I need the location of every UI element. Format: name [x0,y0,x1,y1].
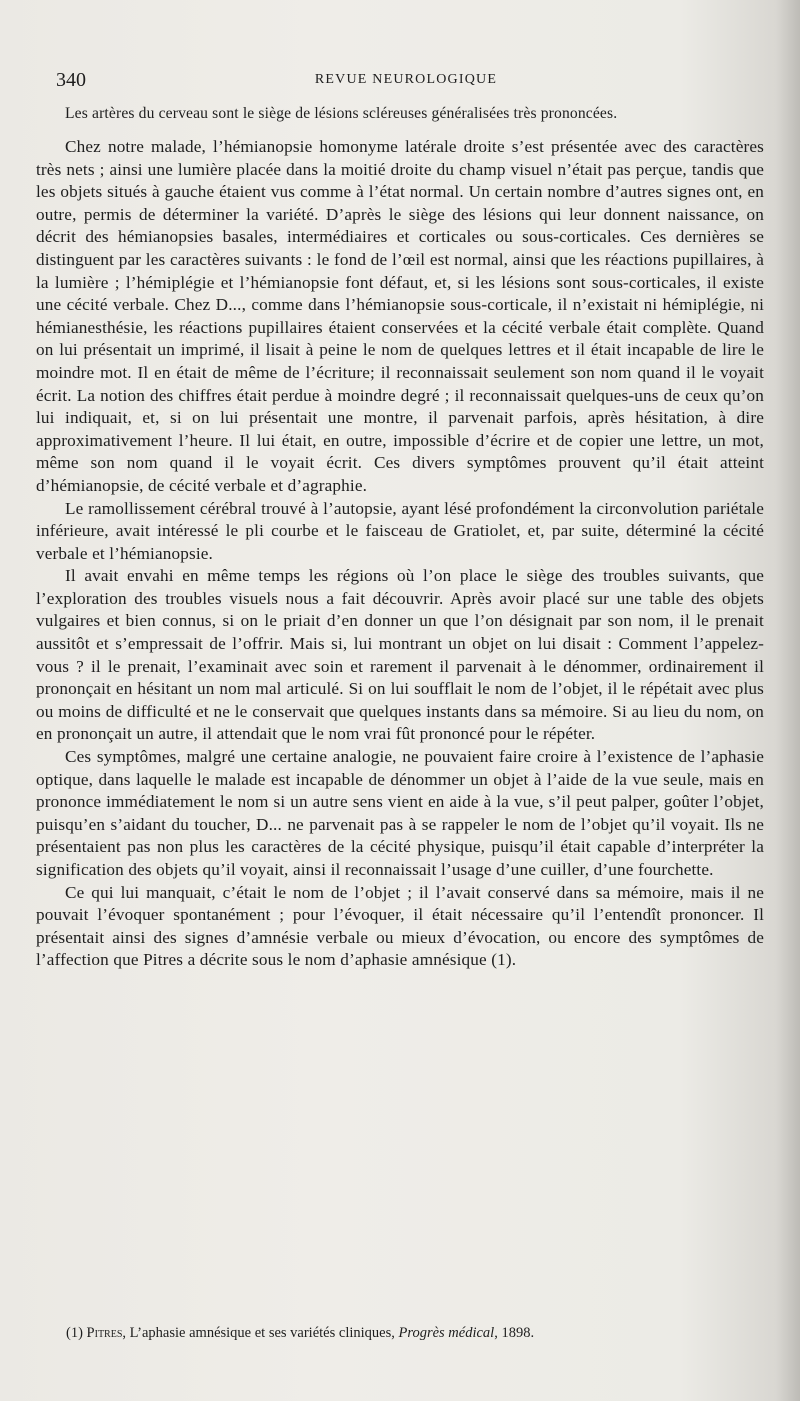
footnote [66,1324,766,1342]
paragraph: Ces symptômes, malgré une certaine analogie, ne pouvaient faire croire à l’existence de l’aphasie optique, dans laquelle le malade est incapable de dénommer un objet à l’aide de la vue seule, mais en prononce immédiatement le nom si un autre sens vient en aide à la vue, s’il peut palper, goûter l’objet, puisqu’en s’aidant du toucher, D... ne parvenait pas à se rappeler le nom de l’objet qu’il voyait. Ils ne présentaient pas non plus les caractères de la cécité physique, puisqu’il était capable d’interpréter la signification des objets qu’il voyait, ainsi il reconnaissait l’usage d’une cuiller, d’une fourchette. [36,747,764,879]
footnote-year: , 1898. [494,1325,535,1341]
footnote-journal: Progrès médical [398,1325,495,1341]
footnote-author: Pitres [86,1325,123,1341]
footnote-marker: (1) [66,1325,83,1341]
page-number: 340 [56,69,86,91]
paragraph: Chez notre malade, l’hémianopsie homonyme latérale droite s’est présentée avec des caractères très nets ; ainsi une lumière placée dans la moitié droite du champ visuel n’était pas perçue, tandis que les objets situés à gauche étaient vus comme à l’état normal. Un certain nombre d’autres signes ont, en outre, permis de déterminer la variété. D’après le siège des lésions qui leur donnent naissance, on décrit des hémianopsies basales, intermédiaires et corticales ou sous-corticales. Ces dernières se distinguent par les caractères suivants : le fond de l’œil est normal, ainsi que les réactions pupillaires, à la lumière ; l’hémiplégie et l’hémianopsie font défaut, et, si les lésions sont sous-corticales, il existe une cécité verbale. Chez D..., comme dans l’hémianopsie sous-corticale, il n’existait ni hémiplégie, ni hémianesthésie, les réactions pupillaires étaient conservées et la cécité verbale était complète. Quand on lui présentait un imprimé, il lisait à peine le nom de quelques lettres et il était incapable de lire le moindre mot. Il en était de même de l’écriture; il reconnaissait seulement son nom quand il le voyait écrit. La notion des chiffres était perdue à moindre degré ; il reconnaissait quelques-uns de ceux qu’on lui indiquait, et, si on lui présentait une montre, il parvenait parfois, après hésitation, à dire approximativement l’heure. Il lui était, en outre, impossible d’écrire et de copier une lettre, un mot, même son nom quand il le voyait écrit. Ces divers symptômes prouvent qu’il était atteint d’hémianopsie, de cécité verbale et d’agraphie. [36,137,764,495]
paragraph: Il avait envahi en même temps les régions où l’on place le siège des troubles suivants, que l’exploration des troubles visuels nous a fait découvrir. Après avoir placé sur une table des objets vulgaires et bien connus, si on le priait d’en donner un que l’on désignait par son nom, il le prenait aussitôt et s’empressait de l’offrir. Mais si, lui montrant un objet on lui disait : Comment l’appelez-vous ? il le prenait, l’examinait avec soin et rarement il parvenait à le dénommer, ordinairement il prononçait en hésitant un nom mal articulé. Si on lui soufflait le nom de l’objet, il le répétait avec plus ou moins de difficulté et ne le conservait que quelques instants dans sa mémoire. Si au lieu du nom, on en prononçait un autre, il attendait que le nom vrai fût prononcé pour le répéter. [36,566,764,744]
page-header [56,68,756,92]
footnote-title: , L’aphasie amnésique et ses variétés cliniques, [122,1325,399,1341]
running-title: REVUE NEUROLOGIQUE [314,72,498,87]
paragraph: Ce qui lui manquait, c’était le nom de l’objet ; il l’avait conservé dans sa mémoire, mais il ne pouvait l’évoquer spontanément ; pour l’évoquer, il était nécessaire qu’il l’entendît prononcer. Il présentait ainsi des signes d’amnésie verbale ou mieux d’évocation, ou encore des symptômes de l’affection que Pitres a décrite sous le nom d’aphasie amnésique (1). [36,882,764,970]
paragraph: Les artères du cerveau sont le siège de lésions scléreuses généralisées très prononcées. [65,105,618,122]
body-text [36,104,764,972]
paragraph: Le ramollissement cérébral trouvé à l’autopsie, ayant lésé profondément la circonvolution pariétale inférieure, avait intéressé le pli courbe et le faisceau de Gratiolet, et, par suite, déterminé la cécité verbale et l’hémianopsie. [36,498,764,563]
